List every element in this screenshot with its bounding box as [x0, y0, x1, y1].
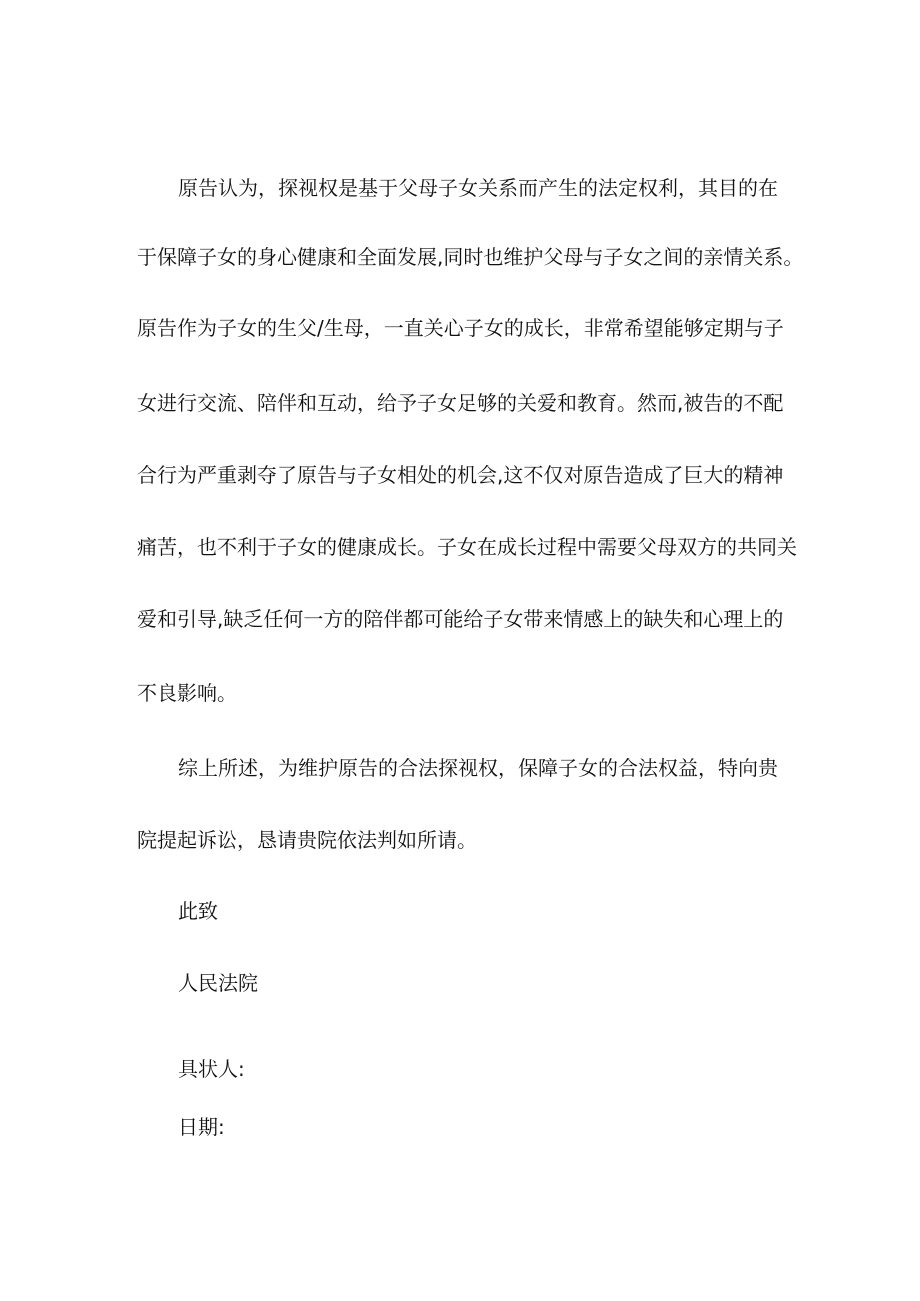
court-name: 人民法院: [178, 971, 258, 995]
plaintiff-signature-label: 具状人:: [178, 1057, 245, 1081]
closing-salutation: 此致: [178, 899, 218, 923]
paragraph-1-line-4: 女进行交流、陪伴和互动，给予子女足够的关爱和教育。然而,被告的不配: [137, 391, 784, 415]
paragraph-1-line-5: 合行为严重剥夺了原告与子女相处的机会,这不仅对原告造成了巨大的精神: [137, 463, 784, 487]
paragraph-1-line-1: 原告认为，探视权是基于父母子女关系而产生的法定权利，其目的在: [178, 176, 778, 200]
paragraph-1-line-3: 原告作为子女的生父/生母，一直关心子女的成长，非常希望能够定期与子: [137, 316, 784, 340]
paragraph-2-line-2: 院提起诉讼，恳请贵院依法判如所请。: [137, 828, 477, 852]
date-label: 日期:: [178, 1115, 225, 1139]
paragraph-2-line-1: 综上所述，为维护原告的合法探视权，保障子女的合法权益，特向贵: [178, 756, 778, 780]
paragraph-1-line-7: 爱和引导,缺乏任何一方的陪伴都可能给子女带来情感上的缺失和心理上的: [137, 607, 784, 631]
paragraph-1-line-6: 痛苦，也不利于子女的健康成长。子女在成长过程中需要父母双方的共同关: [137, 535, 797, 559]
paragraph-1-line-2: 于保障子女的身心健康和全面发展,同时也维护父母与子女之间的亲情关系。: [137, 245, 804, 269]
paragraph-1-line-8: 不良影响。: [137, 681, 237, 705]
